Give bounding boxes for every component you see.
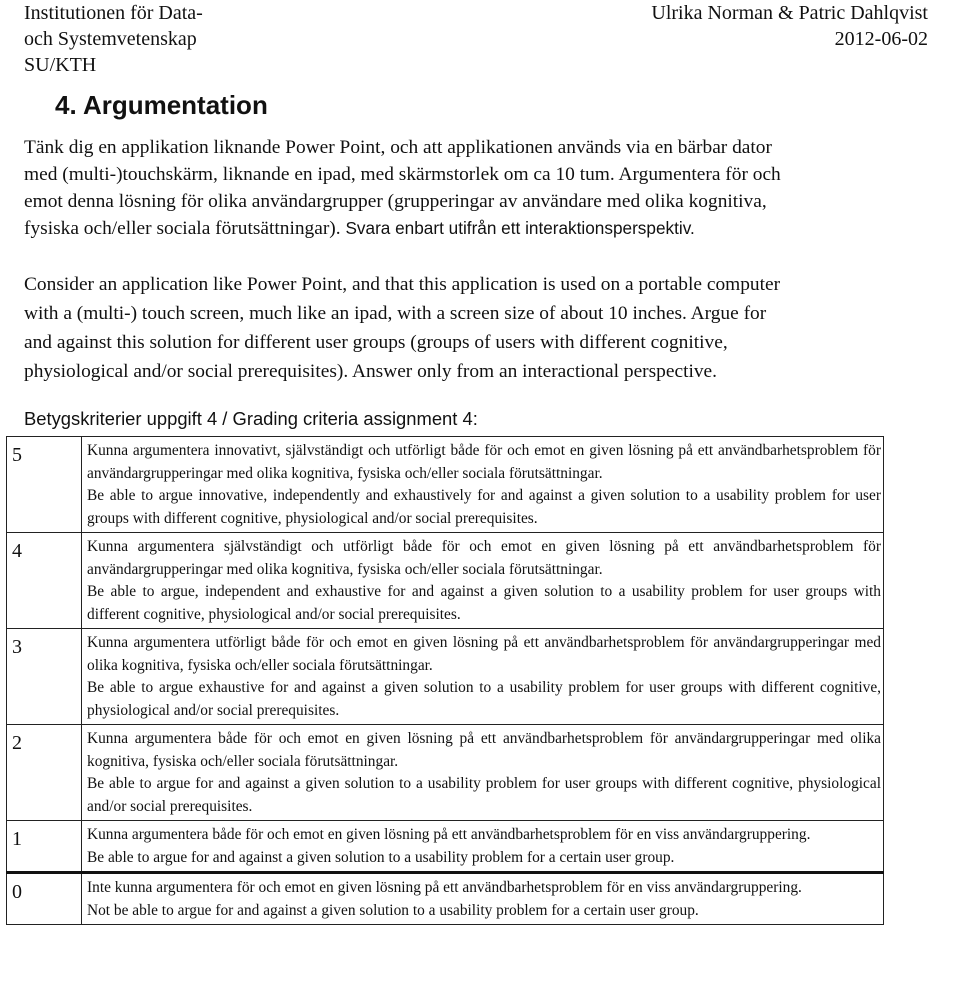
criteria-row xyxy=(7,873,884,925)
grade-description xyxy=(82,873,884,925)
grade-description xyxy=(82,725,884,821)
grade-description-sv: Kunna argumentera innovativt, självständigt och utförligt både för och emot en given lösning på ett användbarhetsproblem för användargrupperingar med olika kognitiva, fysiska och/eller sociala förutsättningar. xyxy=(87,442,881,482)
criteria-row xyxy=(7,437,884,533)
grading-criteria-table xyxy=(6,436,884,925)
grade-value: 2 xyxy=(7,725,82,821)
task-sv-line xyxy=(24,215,960,242)
grade-description-en: Be able to argue exhaustive for and against a given solution to a usability problem for user groups with different cognitive, physiological and/or social prerequisites. xyxy=(87,679,881,719)
task-sv-line: emot denna lösning för olika användargrupper (grupperingar av användare med olika kognitiva, xyxy=(24,191,767,212)
header-institution-line-2: och Systemvetenskap xyxy=(24,28,197,50)
task-en-line: with a (multi-) touch screen, much like an ipad, with a screen size of about 10 inches. Argue for xyxy=(24,303,767,324)
grade-description xyxy=(82,629,884,725)
task-en-line: physiological and/or social prerequisites). Answer only from an interactional perspective. xyxy=(24,361,718,382)
header-authors-names: Ulrika Norman & Patric Dahlqvist xyxy=(651,2,928,24)
task-description-english xyxy=(24,270,960,386)
task-en-line: and against this solution for different user groups (groups of users with different cognitive, xyxy=(24,332,728,353)
grade-value: 3 xyxy=(7,629,82,725)
grade-description-en: Not be able to argue for and against a given solution to a usability problem for a certain user group. xyxy=(87,901,699,919)
header-authors xyxy=(651,0,928,52)
header-institution-line-3: SU/KTH xyxy=(24,54,97,76)
grade-description-sv: Inte kunna argumentera för och emot en given lösning på ett användbarhetsproblem för en viss användargruppering. xyxy=(87,879,802,896)
grade-description-sv: Kunna argumentera utförligt både för och emot en given lösning på ett användbarhetsproblem för användargrupperingar med olika kognitiva, fysiska och/eller sociala förutsättningar. xyxy=(87,634,881,674)
task-sv-line-text: fysiska och/eller sociala förutsättningar). xyxy=(24,218,346,239)
criteria-row xyxy=(7,629,884,725)
grade-description-sv: Kunna argumentera både för och emot en given lösning på ett användbarhetsproblem för användargrupperingar med olika kognitiva, fysiska och/eller sociala förutsättningar. xyxy=(87,730,881,770)
criteria-row xyxy=(7,533,884,629)
grade-description xyxy=(82,533,884,629)
grade-description xyxy=(82,437,884,533)
grade-description-en: Be able to argue, independent and exhaustive for and against a given solution to a usability problem for user groups with different cognitive, physiological and/or social prerequisites. xyxy=(87,583,881,623)
grade-description-sv: Kunna argumentera självständigt och utförligt både för och emot en given lösning på ett användbarhetsproblem för användargrupperingar med olika kognitiva, fysiska och/eller sociala förutsättningar. xyxy=(87,538,881,578)
grade-description-en: Be able to argue for and against a given solution to a usability problem for a certain user group. xyxy=(87,848,675,866)
task-sv-line: med (multi-)touchskärm, liknande en ipad, med skärmstorlek om ca 10 tum. Argumentera för och xyxy=(24,164,781,185)
criteria-heading: Betygskriterier uppgift 4 / Grading criteria assignment 4: xyxy=(24,408,478,429)
grade-value: 0 xyxy=(7,873,82,925)
task-sv-emphasis: Svara enbart utifrån ett interaktionsperspektiv. xyxy=(345,218,695,238)
grade-description-sv: Kunna argumentera både för och emot en given lösning på ett användbarhetsproblem för en viss användargruppering. xyxy=(87,826,811,843)
task-description-swedish xyxy=(24,134,960,242)
header-date: 2012-06-02 xyxy=(834,28,928,50)
header-institution xyxy=(24,0,203,78)
criteria-row xyxy=(7,821,884,873)
grade-description-en: Be able to argue innovative, independently and exhaustively for and against a given solution to a usability problem for user groups with different cognitive, physiological and/or social prerequisites. xyxy=(87,487,881,527)
section-title: 4. Argumentation xyxy=(55,90,268,120)
grade-description-en: Be able to argue for and against a given solution to a usability problem for user groups with different cognitive, physiological and/or social prerequisites. xyxy=(87,775,881,815)
task-en-line: Consider an application like Power Point, and that this application is used on a portable computer xyxy=(24,274,781,295)
grade-value: 4 xyxy=(7,533,82,629)
grade-value: 1 xyxy=(7,821,82,873)
header-institution-line-1: Institutionen för Data- xyxy=(24,2,203,24)
grade-value: 5 xyxy=(7,437,82,533)
grade-description xyxy=(82,821,884,873)
criteria-row xyxy=(7,725,884,821)
task-sv-line: Tänk dig en applikation liknande Power Point, och att applikationen används via en bärbar dator xyxy=(24,137,772,158)
